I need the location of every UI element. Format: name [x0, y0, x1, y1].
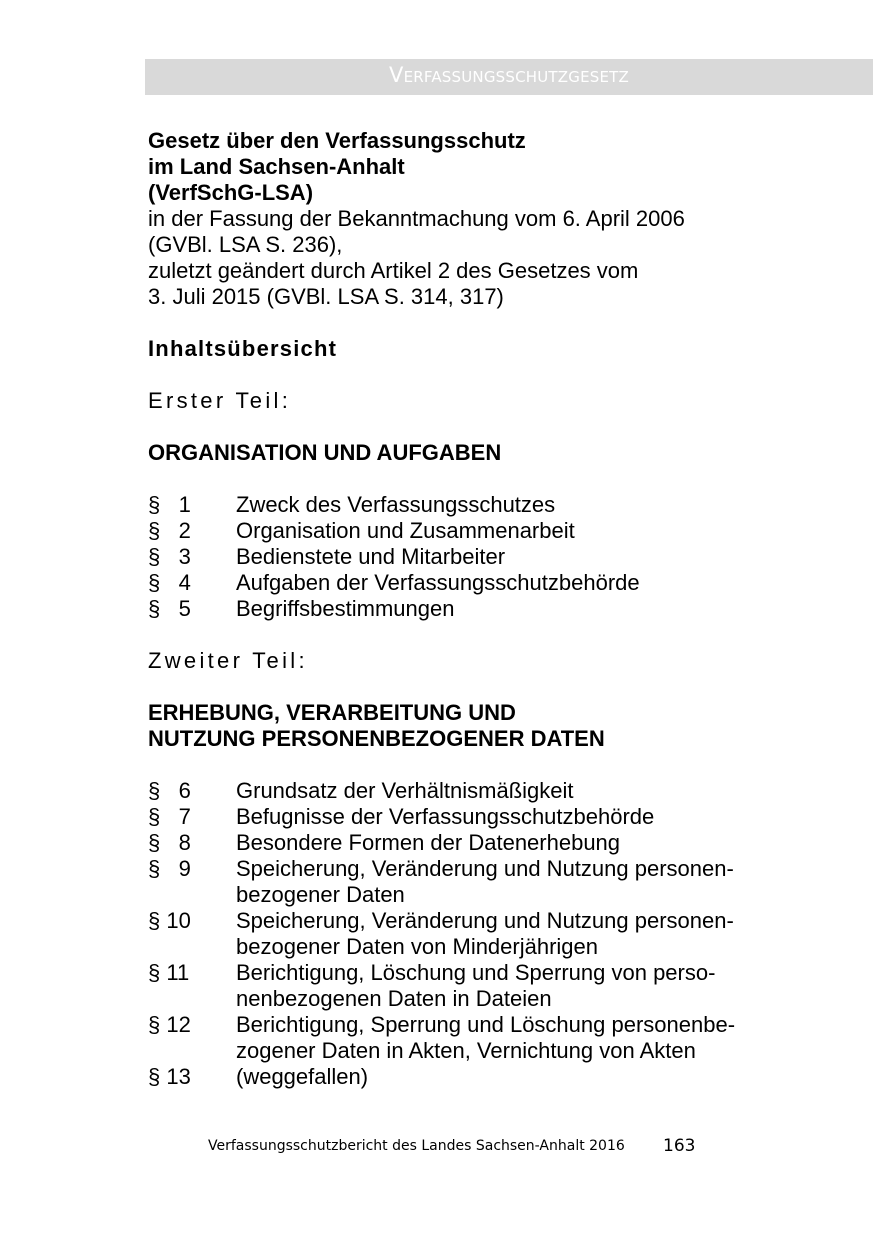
toc-entry-title [236, 908, 788, 960]
toc-entry-number: § 9 [148, 856, 191, 881]
page-footer: Verfassungsschutzbericht des Landes Sachsen-Anhalt 2016 [208, 1138, 625, 1154]
toc-entry-title-line: Organisation und Zusammenarbeit [236, 518, 575, 543]
toc-entry-number: § 2 [148, 518, 191, 543]
toc-entry-title-line: Grundsatz der Verhältnismäßigkeit [236, 778, 574, 803]
toc-entry-title [236, 596, 788, 622]
law-info-line: in der Fassung der Bekanntmachung vom 6. April 2006 [148, 206, 685, 231]
law-title-line: (VerfSchG-LSA) [148, 180, 314, 205]
toc-entry [148, 856, 788, 908]
toc-entry [148, 544, 788, 570]
toc-entry-title-line: Befugnisse der Verfassungsschutzbehörde [236, 804, 655, 829]
toc-entry [148, 960, 788, 1012]
toc-entry-title-line: bezogener Daten [236, 882, 405, 907]
part1-toc-list [148, 492, 788, 622]
part2-label: Zweiter Teil: [148, 648, 308, 673]
toc-entry-number: § 5 [148, 596, 191, 621]
part2-title: ERHEBUNG, VERARBEITUNG UND [148, 700, 516, 725]
toc-entry-number: § 7 [148, 804, 191, 829]
toc-entry [148, 1012, 788, 1064]
toc-entry-title-line: Speicherung, Veränderung und Nutzung personen- [236, 856, 734, 881]
toc-entry-number: § 1 [148, 492, 191, 517]
law-info-line: zuletzt geändert durch Artikel 2 des Gesetzes vom [148, 258, 639, 283]
toc-entry-number: § 6 [148, 778, 191, 803]
toc-entry-title-line: zogener Daten in Akten, Vernichtung von Akten [236, 1038, 696, 1063]
toc-entry-number: § 10 [148, 908, 191, 933]
toc-entry-title [236, 830, 788, 856]
toc-entry-title-line: Zweck des Verfassungsschutzes [236, 492, 556, 517]
part2-title: NUTZUNG PERSONENBEZOGENER DATEN [148, 726, 605, 751]
toc-entry-title-line: (weggefallen) [236, 1064, 369, 1089]
toc-entry [148, 596, 788, 622]
toc-entry-title-line: nenbezogenen Daten in Dateien [236, 986, 552, 1011]
toc-entry-title [236, 778, 788, 804]
toc-heading: Inhaltsübersicht [148, 336, 338, 361]
law-publication-info [148, 206, 788, 310]
toc-entry-number: § 11 [148, 960, 190, 985]
toc-entry-title-line: Bedienstete und Mitarbeiter [236, 544, 506, 569]
toc-entry-title [236, 1012, 788, 1064]
running-header-title: Verfassungsschutzgesetz [389, 63, 629, 87]
toc-entry-title-line: Begriffsbestimmungen [236, 596, 455, 621]
toc-entry-number: § 3 [148, 544, 191, 569]
toc-entry-number: § 8 [148, 830, 191, 855]
toc-entry-number: § 12 [148, 1012, 191, 1037]
toc-entry-title [236, 804, 788, 830]
toc-entry-title-line: Speicherung, Veränderung und Nutzung personen- [236, 908, 734, 933]
toc-entry-title [236, 570, 788, 596]
toc-entry-title [236, 1064, 788, 1090]
law-title-line: Gesetz über den Verfassungsschutz [148, 128, 526, 153]
toc-entry [148, 518, 788, 544]
page-number: 163 [663, 1136, 696, 1156]
toc-entry-title [236, 492, 788, 518]
toc-entry [148, 778, 788, 804]
part1-label: Erster Teil: [148, 388, 292, 413]
toc-entry [148, 804, 788, 830]
toc-entry [148, 570, 788, 596]
law-info-line: (GVBl. LSA S. 236), [148, 232, 343, 257]
toc-entry-title [236, 544, 788, 570]
toc-entry-title [236, 518, 788, 544]
toc-entry [148, 1064, 788, 1090]
toc-entry-title-line: bezogener Daten von Minderjährigen [236, 934, 599, 959]
running-header [145, 59, 873, 95]
toc-entry-title-line: Besondere Formen der Datenerhebung [236, 830, 621, 855]
part2-toc-list [148, 778, 788, 1090]
page-content [148, 128, 788, 1090]
toc-entry-number: § 4 [148, 570, 191, 595]
law-title [148, 128, 788, 206]
toc-entry-number: § 13 [148, 1064, 191, 1089]
toc-entry-title-line: Aufgaben der Verfassungsschutzbehörde [236, 570, 640, 595]
toc-entry [148, 908, 788, 960]
toc-entry-title [236, 960, 788, 1012]
part1-title: ORGANISATION UND AUFGABEN [148, 440, 502, 465]
law-info-line: 3. Juli 2015 (GVBl. LSA S. 314, 317) [148, 284, 504, 309]
toc-entry [148, 830, 788, 856]
toc-entry-title-line: Berichtigung, Löschung und Sperrung von perso- [236, 960, 716, 985]
toc-entry-title-line: Berichtigung, Sperrung und Löschung personenbe- [236, 1012, 736, 1037]
law-title-line: im Land Sachsen-Anhalt [148, 154, 405, 179]
toc-entry [148, 492, 788, 518]
toc-entry-title [236, 856, 788, 908]
